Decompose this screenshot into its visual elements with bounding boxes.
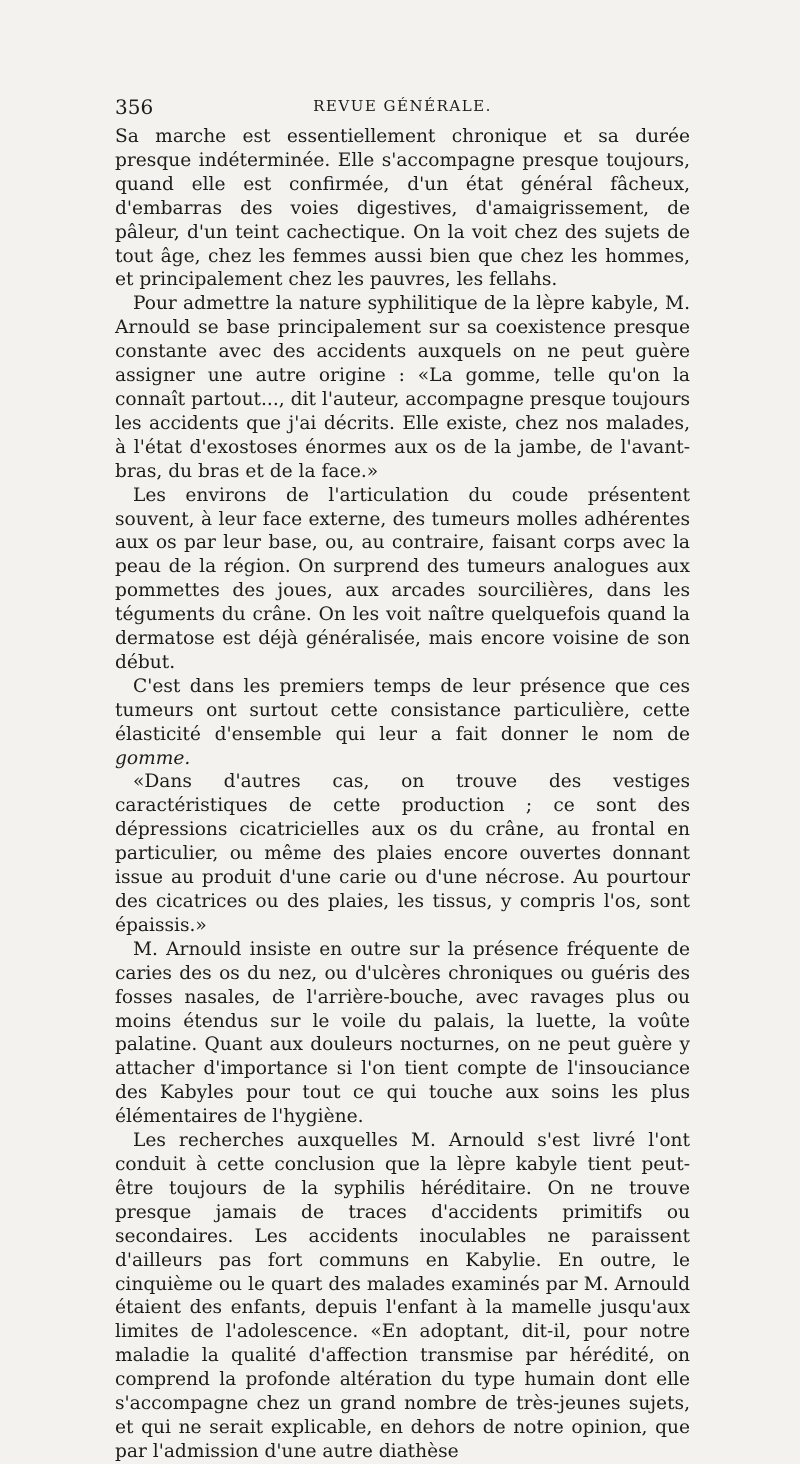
- paragraph: Sa marche est essentiellement chronique et sa durée presque indéterminée. Elle s'accompagne presque toujours, quand elle est confirmée, d'un état général fâcheux, d'embarras des voies digestives, d'amaigrissement, de pâleur, d'un teint cachectique. On la voit chez des sujets de tout âge, chez les femmes aussi bien que chez les hommes, et principalement chez les pauvres, les fellahs.: [115, 126, 690, 291]
- page-number: 356: [115, 95, 154, 119]
- running-title: REVUE GÉNÉRALE.: [313, 97, 492, 115]
- paragraph: M. Arnould insiste en outre sur la présence fréquente de caries des os du nez, ou d'ulcères chroniques ou guéris des fosses nasales, de l'arrière-bouche, avec ravages plus ou moins étendus sur le voile du palais, la luette, la voûte palatine. Quant aux douleurs nocturnes, on ne peut guère y attacher d'importance si l'on tient compte de l'insouciance des Kabyles pour tout ce qui touche aux soins les plus élémentaires de l'hygiène.: [115, 938, 690, 1128]
- emphasized-term: gomme.: [115, 747, 191, 769]
- paragraph: Les recherches auxquelles M. Arnould s'est livré l'ont conduit à cette conclusion que la lèpre kabyle tient peut-être toujours de la syphilis héréditaire. On ne trouve presque jamais de traces d'accidents primitifs ou secondaires. Les accidents inoculables ne paraissent d'ailleurs pas fort communs en Kabylie. En outre, le cinquième ou le quart des malades examinés par M. Arnould étaient des enfants, depuis l'enfant à la mamelle jusqu'aux limites de l'adolescence. «En adoptant, dit-il, pour notre maladie la qualité d'affection transmise par hérédité, on comprend la profonde altération du type humain dont elle s'accompagne chez un grand nombre de très-jeunes sujets, et qui ne serait explicable, en dehors de notre opinion, que par l'admission d'une autre diathèse: [115, 1130, 690, 1462]
- running-header: [115, 95, 690, 125]
- paragraph: «Dans d'autres cas, on trouve des vestiges caractéristiques de cette production ; ce sont des dépressions cicatricielles aux os du crâne, au frontal en particulier, ou même des plaies encore ouvertes donnant issue au produit d'une carie ou d'une nécrose. Au pourtour des cicatrices ou des plaies, les tissus, y compris l'os, sont épaissis.»: [115, 771, 690, 936]
- paragraph-text: C'est dans les premiers temps de leur présence que ces tumeurs ont surtout cette consistance particulière, cette élasticité d'ensemble qui leur a fait donner le nom de: [115, 675, 690, 745]
- paragraph: Les environs de l'articulation du coude présentent souvent, à leur face externe, des tumeurs molles adhérentes aux os par leur base, ou, au contraire, faisant corps avec la peau de la région. On surprend des tumeurs analogues aux pommettes des joues, aux arcades sourcilières, dans les téguments du crâne. On les voit naître quelquefois quand la dermatose est déjà généralisée, mais encore voisine de son début.: [115, 484, 690, 673]
- body-text: [115, 125, 690, 1464]
- paragraph: Pour admettre la nature syphilitique de la lèpre kabyle, M. Arnould se base principalement sur sa coexistence presque constante avec des accidents auxquels on ne peut guère assigner une autre origine : «La gomme, telle qu'on la connaît partout..., dit l'auteur, accompagne presque toujours les accidents que j'ai décrits. Elle existe, chez nos malades, à l'état d'exostoses énormes aux os de la jambe, de l'avant-bras, du bras et de la face.»: [115, 293, 690, 482]
- paragraph: [115, 675, 690, 771]
